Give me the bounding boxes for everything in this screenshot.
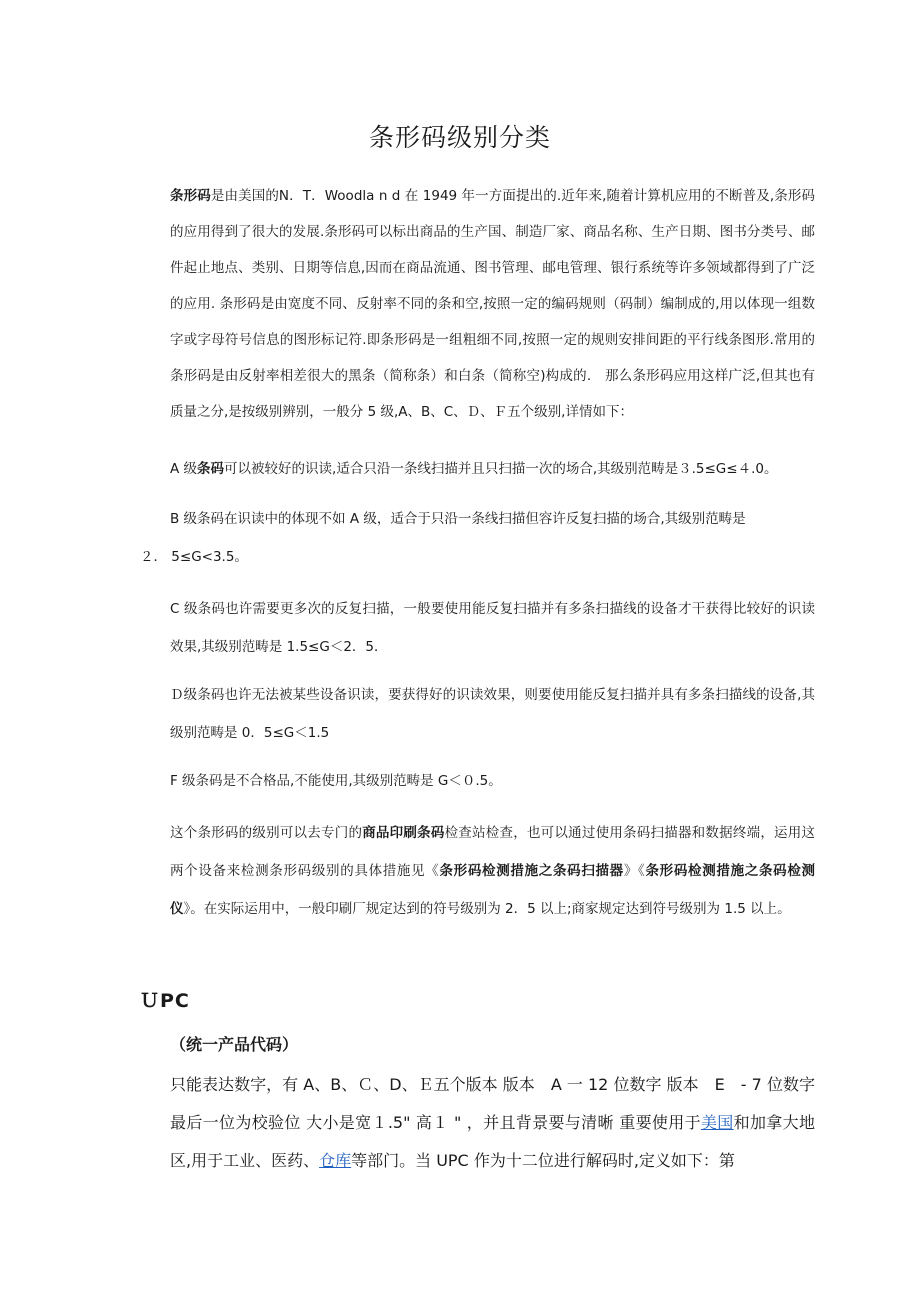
grade-b-line1: B 级条码在识读中的体现不如 A 级，适合于只沿一条线扫描但容许反复扫描的场合,其级别范畴是: [170, 511, 746, 527]
intro-paragraph: [140, 178, 815, 430]
grade-d-paragraph: Ｄ级条码也许无法被某些设备识读，要获得好的识读效果，则要使用能反复扫描并具有多条扫描线的设备,其级别范畴是 0．5≤G＜1.5: [170, 687, 815, 741]
grade-a-prefix: A 级: [170, 461, 198, 477]
grade-b-line2: ２． 5≤G<3.5。: [140, 549, 248, 565]
check-text-3: 》《: [623, 863, 646, 879]
check-text-2: 检查站检查，也可以通过使用条码扫描器和数据终端，运用这两个设备来检测条形码级别的具体措施见《: [170, 825, 816, 879]
grade-f-paragraph: F 级条码是不合格品,不能使用,其级别范畴是 G＜０.5。: [170, 773, 502, 789]
grade-b-paragraph: [140, 500, 785, 576]
check-bold-1: 商品印刷条码: [362, 825, 445, 841]
check-paragraph: [140, 814, 815, 928]
intro-text: 是由美国的N．T．Woodla n d 在 1949 年一方面提出的.近年来,随着计算机应用的不断普及,条形码的应用得到了很大的发展.条形码可以标出商品的生产国、制造厂家、商品名称、生产日期、图书分类号、邮件起止地点、类别、日期等信息,因而在商品流通、图书管理、邮电管理、银行系统等许多领域都得到了广泛的应用. 条形码是由宽度不同、反射率不同的条和空,按照一定的编码规则（码制）编制成的,用以体现一组数字或字母符号信息的图形标记符.即条形码是一组粗细不同,按照一定的规则安排间距的平行线条图形.常用的条形码是由反射率相差很大的黑条（简称条）和白条（简称空)构成的. 那么条形码应用这样广泛,但其也有质量之分,是按级别辨别，一般分 5 级,A、B、C、Ｄ、Ｆ五个级别,详情如下：: [170, 188, 816, 420]
grade-a-bold: 条码: [197, 461, 225, 477]
upc-text-3: 等部门。当 UPC 作为十二位进行解码时,定义如下：第: [351, 1151, 735, 1170]
page-title: 条形码级别分类: [368, 123, 551, 152]
grade-c-paragraph: C 级条码也许需要更多次的反复扫描，一般要使用能反复扫描并有多条扫描线的设备才干获得比较好的识读效果,其级别范畴是 1.5≤G＜2．5．: [170, 601, 815, 655]
check-text-1: 这个条形码的级别可以去专门的: [170, 825, 363, 841]
check-bold-3: 条形码检测措施之条码检测仪: [170, 863, 816, 917]
upc-paragraph: [140, 1066, 815, 1180]
upc-heading: ＵPC: [140, 990, 190, 1012]
upc-text-1: 只能表达数字，有 A、B、Ｃ、D、Ｅ五个版本 版本 A 一 12 位数字 版本 E - 7 位数字 最后一位为校验位 大小是宽１.5" 高１ " ，并且背景要与清晰 重要使用于: [170, 1075, 815, 1132]
check-text-4: 》。在实际运用中，一般印刷厂规定达到的符号级别为 2．5 以上;商家规定达到符号级别为 1.5 以上。: [183, 901, 791, 917]
upc-link-warehouse[interactable]: 仓库: [319, 1151, 352, 1170]
upc-text-2: 和加拿大地区,用于工业、医药、: [170, 1113, 815, 1170]
grade-a-paragraph: [140, 450, 815, 488]
upc-link-usa[interactable]: 美国: [700, 1113, 734, 1132]
check-bold-2: 条形码检测措施之条码扫描器: [439, 863, 624, 879]
upc-subheading: （统一产品代码）: [170, 1035, 299, 1054]
intro-bold-term: 条形码: [170, 188, 211, 204]
grade-a-text: 可以被较好的识读,适合只沿一条线扫描并且只扫描一次的场合,其级别范畴是３.5≤G≤４.0。: [224, 461, 778, 477]
